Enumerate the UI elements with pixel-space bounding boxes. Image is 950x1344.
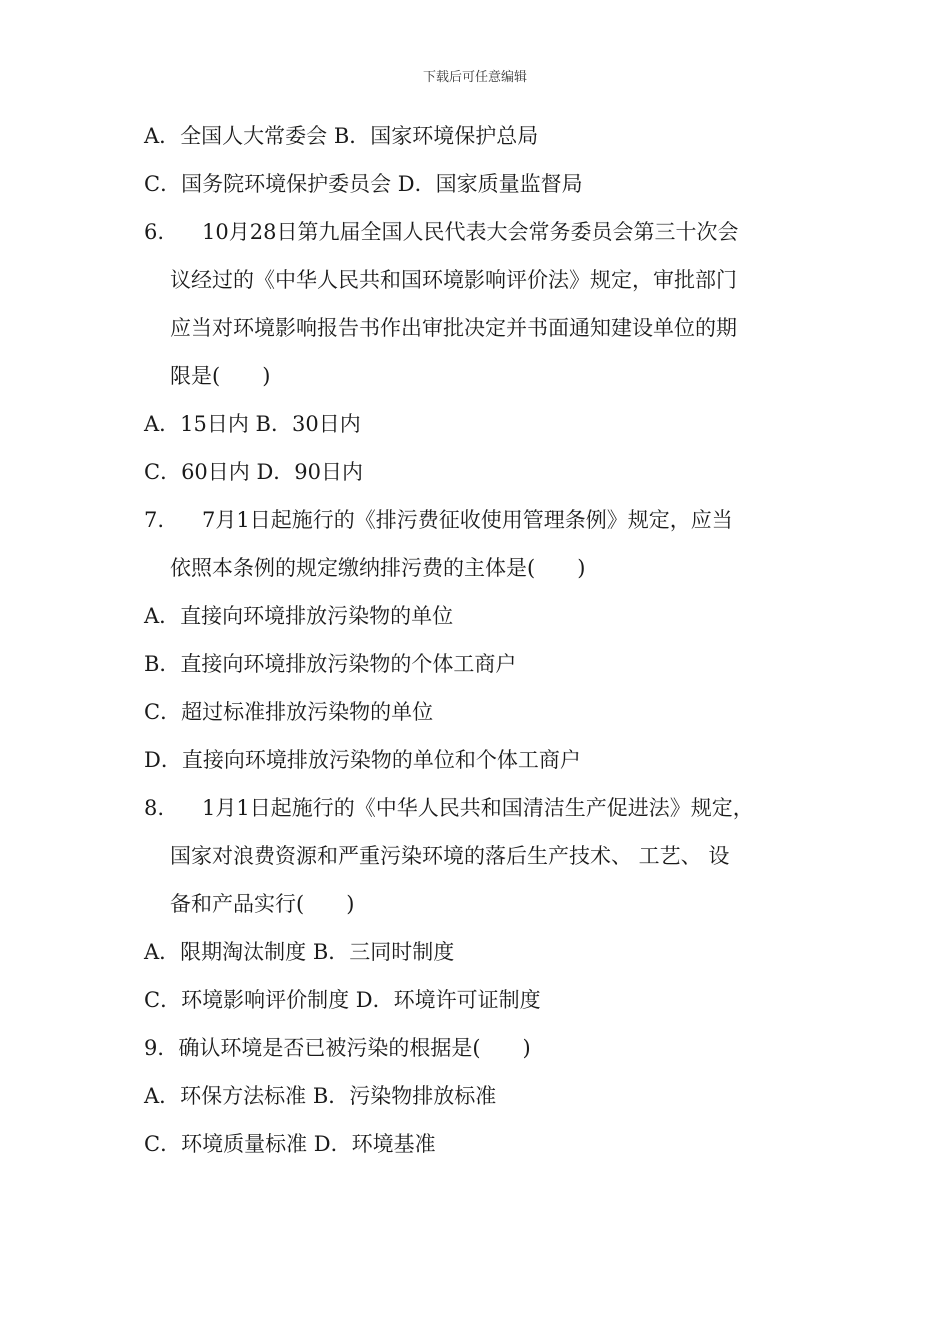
option-line-7d: D．直接向环境排放污染物的单位和个体工商户: [144, 748, 581, 772]
question-number: 6.: [144, 220, 165, 244]
option-line-9ab: A．环保方法标准 B．污染物排放标准: [144, 1084, 497, 1108]
option-line-7b: B．直接向环境排放污染物的个体工商户: [144, 652, 517, 676]
question-9-line-1: 9．确认环境是否已被污染的根据是( ): [144, 1036, 531, 1060]
question-6-line-1: 6. 10月28日第九届全国人民代表大会常务委员会第三十次会: [144, 208, 814, 256]
question-7-line-1: 7. 7月1日起施行的《排污费征收使用管理条例》规定，应当: [144, 496, 814, 544]
question-number: 8.: [144, 796, 165, 820]
document-body: [144, 112, 814, 1168]
option-line-7a: A．直接向环境排放污染物的单位: [144, 604, 454, 628]
option-line-5ab: A．全国人大常委会 B．国家环境保护总局: [144, 124, 539, 148]
question-8-line-2: 国家对浪费资源和严重污染环境的落后生产技术、 工艺、 设: [170, 844, 730, 868]
question-8-line-1: 8. 1月1日起施行的《中华人民共和国清洁生产促进法》规定，: [144, 784, 814, 832]
option-line-9cd: C．环境质量标准 D．环境基准: [144, 1132, 436, 1156]
option-line-8cd: C．环境影响评价制度 D．环境许可证制度: [144, 988, 541, 1012]
option-line-6ab: A．15日内 B．30日内: [144, 412, 361, 436]
question-number: 7.: [144, 508, 165, 532]
option-line-6cd: C．60日内 D．90日内: [144, 460, 364, 484]
question-7-line-2: 依照本条例的规定缴纳排污费的主体是( ): [170, 556, 586, 580]
option-line-7c: C．超过标准排放污染物的单位: [144, 700, 434, 724]
option-line-5cd: C．国务院环境保护委员会 D．国家质量监督局: [144, 172, 583, 196]
question-8-line-3: 备和产品实行( ): [170, 892, 355, 916]
question-6-line-2: 议经过的《中华人民共和国环境影响评价法》规定，审批部门: [170, 268, 737, 292]
question-6-line-3: 应当对环境影响报告书作出审批决定并书面通知建设单位的期: [170, 316, 737, 340]
page-header: 下载后可任意编辑: [422, 70, 527, 85]
question-6-line-4: 限是( ): [170, 364, 271, 388]
option-line-8ab: A．限期淘汰制度 B．三同时制度: [144, 940, 455, 964]
